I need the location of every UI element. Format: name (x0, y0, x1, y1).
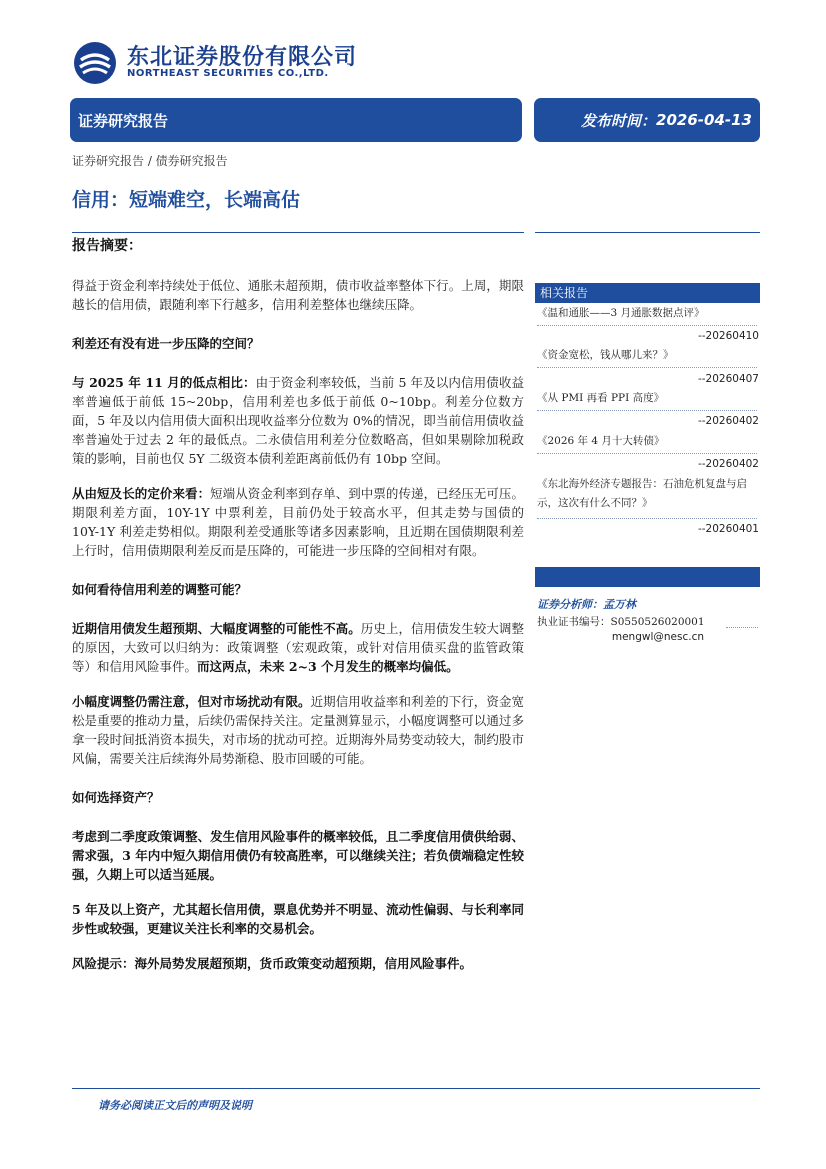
publish-date-banner (534, 98, 760, 142)
paragraph-4 (72, 692, 524, 768)
paragraph-3 (72, 619, 524, 676)
company-name-cn: 东北证券股份有限公司 (127, 45, 358, 70)
abstract-heading: 报告摘要： (72, 238, 142, 254)
paragraph-1-lead: 与 2025 年 11 月的低点相比： (72, 375, 256, 390)
report-type-banner (70, 98, 522, 142)
related-report-date: --20260401 (697, 523, 759, 535)
page-title: 信用：短端难空，长端高估 (72, 189, 301, 211)
paragraph-4-text: 近期信用收益率和利差的下行，资金宽松是重要的推动力量，后续仍需保持关注。定量测算显示，小幅度调整可以通过多拿一段时间抵消资本损失，对市场的扰动可控。近期海外局势变动较大，制约股市风偏，需要关注后续海外局势渐稳、股市回暖的可能。 (72, 694, 524, 766)
related-report-date: --20260407 (697, 373, 759, 385)
paragraph-1-text: 由于资金利率较低，当前 5 年及以内信用债收益率普遍低于前低 15~20bp，信用利差也多低于前低 0~10bp。利差分位数方面，5 年及以内信用债大面积出现收益率分位数为 0%的情况，即当前信用债收益率普遍处于过去 2 年的最低点。二永债信用利差分位数略高，但如果剔除加税政策的影响，目前也仅 5Y 二级资本债利差距离前低仍有 10bp 空间。 (72, 375, 524, 466)
risk-warning: 风险提示：海外局势发展超预期，货币政策变动超预期，信用风险事件。 (72, 956, 473, 971)
related-report-date: --20260402 (697, 458, 759, 470)
paragraph-3-lead: 近期信用债发生超预期、大幅度调整的可能性不高。 (72, 621, 361, 636)
question-heading-1: 利差还有没有进一步压降的空间？ (72, 336, 260, 351)
title-divider (72, 232, 524, 233)
report-type-label: 证券研究报告 (78, 111, 169, 130)
paragraph-3-tail: 而这两点，未来 2~3 个月发生的概率均偏低。 (197, 659, 459, 674)
breadcrumb: 证券研究报告 / 债券研究报告 (72, 154, 228, 168)
paragraph-2-lead: 从由短及长的定价来看： (72, 486, 211, 501)
related-report-date: --20260410 (697, 330, 759, 342)
question-heading-2: 如何看待信用利差的调整可能？ (72, 582, 248, 597)
intro-paragraph: 得益于资金利率持续处于低位、通胀未超预期，债市收益率整体下行。上周，期限越长的信用债，跟随利率下行越多，信用利差整体也继续压降。 (72, 278, 524, 312)
company-logo-icon (72, 40, 118, 86)
footer-disclaimer: 请务必阅读正文后的声明及说明 (98, 1099, 252, 1112)
related-report-title[interactable]: 《资金宽松，钱从哪儿来？》 (537, 349, 674, 361)
related-report-title[interactable]: 《东北海外经济专题报告：石油危机复盘与启示，这次有什么不同？》 (537, 478, 747, 509)
related-report-title[interactable]: 《2026 年 4 月十大转债》 (537, 435, 665, 447)
publish-date-label: 发布时间： (581, 111, 657, 130)
certificate-number: 执业证书编号：S0550526020001 (537, 616, 705, 628)
footer-divider (72, 1088, 760, 1089)
analyst-email-link[interactable]: mengwl@nesc.cn (611, 631, 704, 643)
paragraph-2-text: 短端从资金利率到存单、到中票的传递，已经压无可压。期限利差方面，10Y-1Y 中票利差，目前仍处于较高水平，但其走势与国债的 10Y-1Y 利差走势相似。期限利差受通胀等诸多因素影响，且近期在国债期限利差上行时，信用债期限利差反而是压降的，可能进一步压降的空间相对有限。 (72, 486, 524, 558)
paragraph-2 (72, 484, 524, 560)
paragraph-1 (72, 373, 524, 468)
related-report-title[interactable]: 《从 PMI 再看 PPI 高度》 (537, 392, 665, 404)
report-abstract (72, 237, 524, 973)
analyst-name: 证券分析师：孟万林 (537, 598, 636, 611)
publish-date-value: 2026-04-13 (656, 111, 752, 129)
paragraph-6: 5 年及以上资产，尤其超长信用债，票息优势并不明显、流动性偏弱、与长利率同步性或较强，更建议关注长利率的交易机会。 (72, 902, 524, 936)
analyst-section-bar (535, 567, 760, 587)
related-reports-heading: 相关报告 (535, 283, 760, 303)
company-name-en: NORTHEAST SECURITIES CO.,LTD. (127, 68, 329, 79)
related-report-title[interactable]: 《温和通胀——3 月通胀数据点评》 (537, 307, 705, 319)
paragraph-5: 考虑到二季度政策调整、发生信用风险事件的概率较低，且二季度信用债供给弱、需求强，3 年内中短久期信用债仍有较高胜率，可以继续关注；若负债端稳定性较强，久期上可以适当延展。 (72, 829, 524, 882)
related-report-date: --20260402 (697, 415, 759, 427)
sidebar-divider (535, 232, 760, 233)
paragraph-4-lead: 小幅度调整仍需注意，但对市场扰动有限。 (72, 694, 311, 709)
question-heading-3: 如何选择资产？ (72, 790, 160, 805)
paragraph-3-text: 历史上，信用债发生较大调整的原因，大致可以归纳为：政策调整（宏观政策，或针对信用债买盘的监管政策等）和信用风险事件。 (72, 621, 524, 674)
